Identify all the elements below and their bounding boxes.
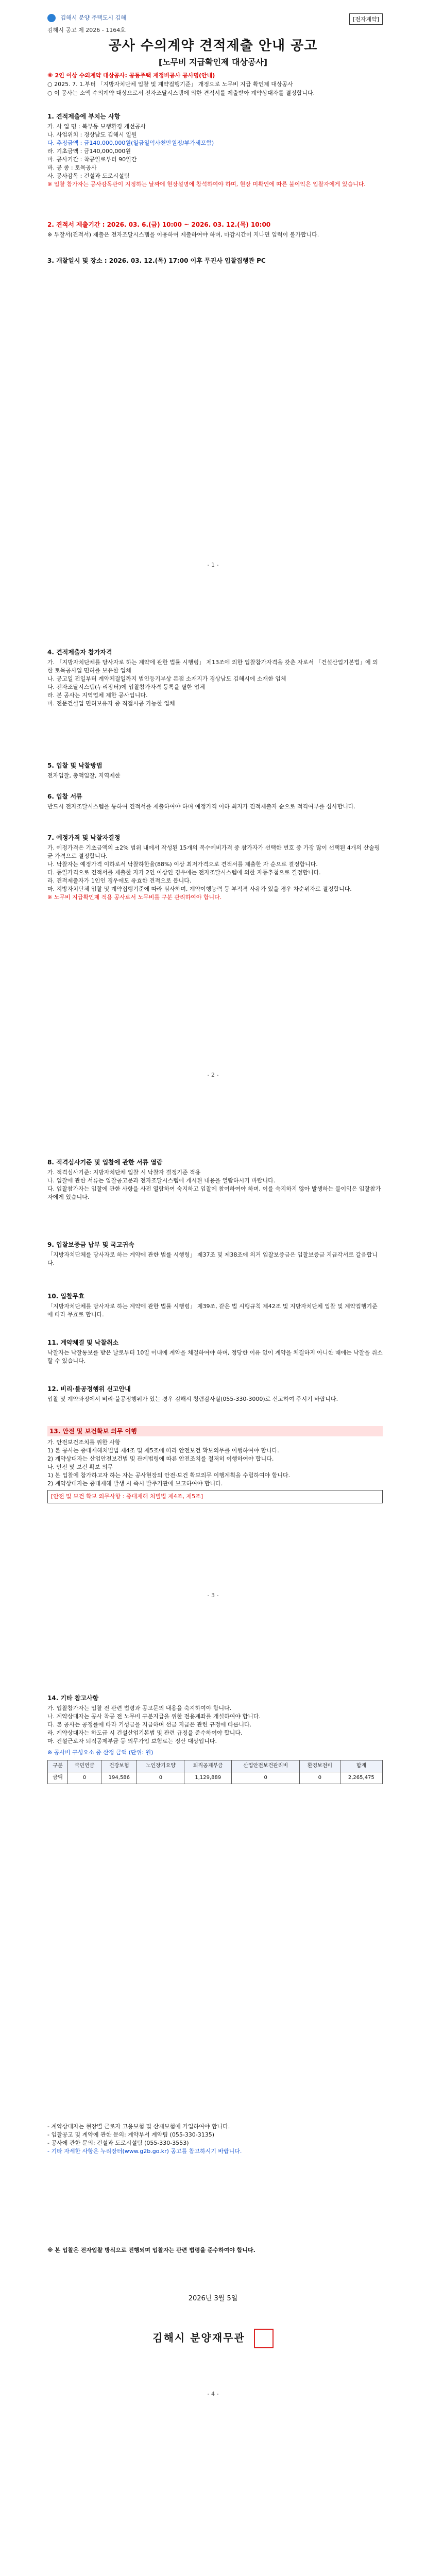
notice-line: ○ 이 공사는 소액 수의계약 대상으로서 전자조달시스템에 의한 견적서를 제출받아 계약상대자를 결정합니다. <box>47 90 315 96</box>
city-logo <box>47 13 126 22</box>
logo-text: 김해시 분양 주택도시 김해 <box>60 14 126 21</box>
section-line: 다. 본 공사는 공정률에 따라 기성금을 지급하며 선금 지급은 관련 규정에 따릅니다. <box>47 1721 252 1728</box>
section-line: 마. 건설근로자 퇴직공제부금 등 의무가입 보험료는 정산 대상입니다. <box>47 1738 217 1744</box>
section-line: 나. 계약상대자는 공사 착공 전 노무비 구분지급을 위한 전용계좌를 개설하여야 합니다. <box>47 1713 261 1720</box>
section-line: - 계약상대자는 현장별 근로자 고용보험 및 산재보험에 가입하여야 합니다. <box>47 2123 230 2130</box>
section-14 <box>47 1690 383 1784</box>
document-header <box>47 13 383 34</box>
footer-note <box>47 2246 383 2255</box>
section-heading: 1. 견적제출에 부치는 사항 <box>47 113 121 120</box>
section-3 <box>47 252 383 267</box>
page-title: 공사 수의계약 견적제출 안내 공고 <box>108 38 318 54</box>
section-heading: 10. 입찰무효 <box>47 1293 84 1300</box>
footer-note-text: ※ 본 입찰은 전자입찰 방식으로 진행되며 입찰자는 관련 법령을 준수하여야 합니다. <box>47 2247 255 2253</box>
boxed-notice: [안전 및 보건 확보 의무사항 : 중대재해 처벌법 제4조, 제5조] <box>47 1490 383 1503</box>
table-header-cell: 산업안전보건관리비 <box>232 1760 300 1772</box>
section-line: - 입찰공고 및 계약에 관한 문의: 계약부서 계약팀 (055-330-3135) <box>47 2131 215 2138</box>
section-8 <box>47 1154 383 1201</box>
section-text: 낙찰자는 낙찰통보를 받은 날로부터 10일 이내에 계약을 체결하여야 하며, 정당한 이유 없이 계약을 체결하지 아니한 때에는 낙찰을 취소할 수 있습니다. <box>47 1349 383 1364</box>
page-number: - 2 - <box>207 1072 219 1078</box>
section-line: 2) 계약상대자는 산업안전보건법 및 관계법령에 따른 안전조치를 철저히 이행하여야 합니다. <box>47 1455 274 1462</box>
table-row <box>48 1772 383 1784</box>
contract-type-tag: [전자계약] <box>349 13 383 25</box>
page-number: - 3 - <box>207 1592 219 1599</box>
section-line: 라. 견적제출자가 1인인 경우에도 유효한 견적으로 봅니다. <box>47 877 192 884</box>
section-heading: 13. 안전 및 보건확보 의무 이행 <box>47 1426 383 1436</box>
table-header-cell: 구분 <box>48 1760 68 1772</box>
section-line: 가. 「지방자치단체를 당사자로 하는 계약에 관한 법률 시행령」 제13조에 의한 입찰참가자격을 갖춘 자로서 「건설산업기본법」에 의한 토목공사업 면허를 보유한 업체 <box>47 659 378 674</box>
section-line: 가. 사 업 명 : 북부동 보행환경 개선공사 <box>47 123 146 130</box>
section-line: 가. 예정가격은 기초금액의 ±2% 범위 내에서 작성된 15개의 복수예비가격 중 참가자가 선택한 번호 중 가장 많이 선택된 4개의 산술평균 가격으로 결정합니다. <box>47 844 380 859</box>
section-line: 다. 동일가격으로 견적서를 제출한 자가 2인 이상인 경우에는 전자조달시스템에 의한 자동추첨으로 결정합니다. <box>47 869 321 876</box>
page-subtitle: [노무비 지급확인제 대상공사] <box>158 57 268 67</box>
table-header-cell: 합계 <box>340 1760 382 1772</box>
table-cell: 금액 <box>48 1772 68 1784</box>
table-header-cell: 퇴직공제부금 <box>184 1760 232 1772</box>
section-line: 라. 본 공사는 지역업체 제한 공사입니다. <box>47 692 148 699</box>
table-cell: 1,129,889 <box>184 1772 232 1784</box>
section-line: 라. 계약상대자는 하도급 시 건설산업기본법 및 관련 규정을 준수하여야 합니다. <box>47 1730 243 1736</box>
table-cell: 0 <box>300 1772 340 1784</box>
section-1 <box>47 108 383 189</box>
section-line: ※ 투찰서(견적서) 제출은 전자조달시스템을 이용하여 제출하여야 하며, 마감시간이 지나면 입력이 불가합니다. <box>47 231 319 238</box>
section-line: 마. 공사기간 : 착공일로부터 90일간 <box>47 156 137 163</box>
section-text: 입찰 및 계약과정에서 비리·불공정행위가 있는 경우 김해시 청렴감사실(055-330-3000)로 신고하여 주시기 바랍니다. <box>47 1396 338 1402</box>
table-header-cell: 노인장기요양 <box>137 1760 184 1772</box>
notice-block <box>47 71 383 97</box>
section-4 <box>47 644 383 708</box>
section-heading: 2. 견적서 제출기간 : 2026. 03. 6.(금) 10:00 ~ 2026. 03. 12.(목) 10:00 <box>47 221 271 228</box>
section-6 <box>47 788 383 811</box>
section-highlight: ※ 노무비 지급확인제 적용 공사로서 노무비를 구분 관리하여야 합니다. <box>47 894 222 901</box>
section-text: 반드시 전자조달시스템을 통하여 견적서를 제출하여야 하며 예정가격 이하 최저가 견적제출자 순으로 적격여부를 심사합니다. <box>47 803 356 810</box>
section-11 <box>47 1334 383 1365</box>
section-13 <box>47 1422 383 1505</box>
table-cell: 0 <box>137 1772 184 1784</box>
section-12 <box>47 1381 383 1403</box>
section-line: 다. 추정금액 : 금140,000,000원(일금일억사천만원정/부가세포함) <box>47 140 214 146</box>
section-7 <box>47 829 383 902</box>
section-line: 가. 안전보건조치를 위한 사항 <box>47 1439 121 1446</box>
table-cell: 0 <box>67 1772 101 1784</box>
section-line: 2) 계약상대자는 중대재해 발생 시 즉시 발주기관에 보고하여야 합니다. <box>47 1480 223 1487</box>
section-heading: 5. 입찰 및 낙찰방법 <box>47 762 103 769</box>
section-heading: 7. 예정가격 및 낙찰자결정 <box>47 834 121 841</box>
section-line: 마. 지방자치단체 입찰 및 계약집행기준에 따라 심사하며, 계약이행능력 등 부적격 사유가 있을 경우 차순위자로 결정합니다. <box>47 886 352 892</box>
section-line: 라. 기초금액 : 금140,000,000원 <box>47 148 131 155</box>
section-line: 나. 사업위치 : 경상남도 김해시 일원 <box>47 131 137 138</box>
section-line: 1) 본 공사는 중대재해처벌법 제4조 및 제5조에 따라 안전보건 확보의무를 이행하여야 합니다. <box>47 1447 279 1454</box>
section-line: 1) 본 입찰에 참가하고자 하는 자는 공사현장의 안전·보건 확보의무 이행계획을 수립하여야 합니다. <box>47 1472 291 1479</box>
section-line: 나. 낙찰자는 예정가격 이하로서 낙찰하한율(88%) 이상 최저가격으로 견적서를 제출한 자 순으로 결정합니다. <box>47 861 318 868</box>
section-heading: 6. 입찰 서류 <box>47 793 82 800</box>
section-heading: 4. 견적제출자 참가자격 <box>47 649 112 656</box>
table-header-cell: 환경보전비 <box>300 1760 340 1772</box>
section-14-tail <box>47 2123 383 2156</box>
page-number: - 4 - <box>207 2391 219 2397</box>
section-10 <box>47 1288 383 1319</box>
fees-table <box>47 1760 383 1784</box>
table-caption: ※ 공사비 구성요소 중 산정 금액 (단위: 원) <box>47 1749 154 1756</box>
section-text: 「지방자치단체를 당사자로 하는 계약에 관한 법률 시행령」 제37조 및 제38조에 의거 입찰보증금은 입찰보증금 지급각서로 갈음합니다. <box>47 1251 378 1266</box>
section-line: 나. 입찰에 관한 서류는 입찰공고문과 전자조달시스템에 게시된 내용을 열람하시기 바랍니다. <box>47 1177 276 1184</box>
section-heading: 9. 입찰보증금 납부 및 국고귀속 <box>47 1241 134 1248</box>
section-note: ※ 입찰 참가자는 공사감독관이 지정하는 날짜에 현장설명에 참석하여야 하며, 현장 미확인에 따른 불이익은 입찰자에게 있습니다. <box>47 181 366 188</box>
section-line: 가. 적격심사기준: 지방자치단체 입찰 시 낙찰자 결정기준 적용 <box>47 1169 201 1176</box>
section-line: 나. 공고일 전일부터 계약체결일까지 법인등기부상 본점 소재지가 경상남도 김해시에 소재한 업체 <box>47 675 286 682</box>
issue-date: 2026년 3월 5일 <box>188 2295 238 2302</box>
signature-text: 김해시 분양재무관 <box>152 2331 245 2344</box>
section-line: 다. 입찰참가자는 입찰에 관한 사항을 사전 열람하여 숙지하고 입찰에 참여하여야 하며, 이를 숙지하지 않아 발생하는 불이익은 입찰참가자에게 있습니다. <box>47 1185 381 1200</box>
section-2 <box>47 216 383 239</box>
section-line: - 기타 자세한 사항은 누리장터(www.g2b.go.kr) 공고를 참고하시기 바랍니다. <box>47 2148 242 2155</box>
section-text: 전자입찰, 총액입찰, 지역제한 <box>47 772 121 779</box>
notice-line: ※ 2인 이상 수의계약 대상공사: 공동주택 재정비공사 공사명(안내) <box>47 72 215 79</box>
table-cell: 0 <box>232 1772 300 1784</box>
section-heading: 8. 적격심사기준 및 입찰에 관한 서류 열람 <box>47 1159 163 1166</box>
section-line: - 공사에 관한 문의: 건설과 도로시설팀 (055-330-3553) <box>47 2140 189 2146</box>
signature-line <box>0 2329 426 2348</box>
section-line: 나. 안전 및 보건 확보 의무 <box>47 1464 113 1470</box>
section-5 <box>47 757 383 780</box>
section-heading: 12. 비리·불공정행위 신고안내 <box>47 1385 131 1393</box>
page-number: - 1 - <box>207 562 219 568</box>
section-line: 사. 공사감독 : 건설과 도로시설팀 <box>47 173 130 179</box>
city-logo-icon <box>47 14 56 22</box>
document-number: 김해시 공고 제 2026 - 1164호 <box>47 27 126 33</box>
section-heading: 11. 계약체결 및 낙찰취소 <box>47 1339 119 1346</box>
section-line: 가. 입찰참가자는 입찰 전 관련 법령과 공고문의 내용을 숙지하여야 합니다. <box>47 1705 232 1711</box>
official-seal-stamp <box>254 2329 274 2348</box>
table-header-cell: 건강보험 <box>101 1760 137 1772</box>
section-9 <box>47 1236 383 1267</box>
table-header-cell: 국민연금 <box>67 1760 101 1772</box>
section-line: 마. 전문건설업 면허보유자 중 직접시공 가능한 업체 <box>47 700 175 707</box>
table-cell: 2,265,475 <box>340 1772 382 1784</box>
section-line: 다. 전자조달시스템(누리장터)에 입찰참가자격 등록을 필한 업체 <box>47 684 205 690</box>
table-cell: 194,586 <box>101 1772 137 1784</box>
section-line: 바. 공 종 : 토목공사 <box>47 164 97 171</box>
notice-line: ○ 2025. 7. 1.부터 「지방자치단체 입찰 및 계약집행기준」 개정으로 노무비 지급 확인제 대상공사 <box>47 81 293 88</box>
section-text: 「지방자치단체를 당사자로 하는 계약에 관한 법률 시행령」 제39조, 같은 법 시행규칙 제42조 및 지방자치단체 입찰 및 계약집행기준에 따라 무효로 합니다. <box>47 1303 378 1318</box>
table-header-row <box>48 1760 383 1772</box>
section-heading: 14. 기타 참고사항 <box>47 1694 99 1702</box>
section-heading: 3. 개찰일시 및 장소 : 2026. 03. 12.(목) 17:00 이후 무진사 입찰집행관 PC <box>47 257 266 264</box>
